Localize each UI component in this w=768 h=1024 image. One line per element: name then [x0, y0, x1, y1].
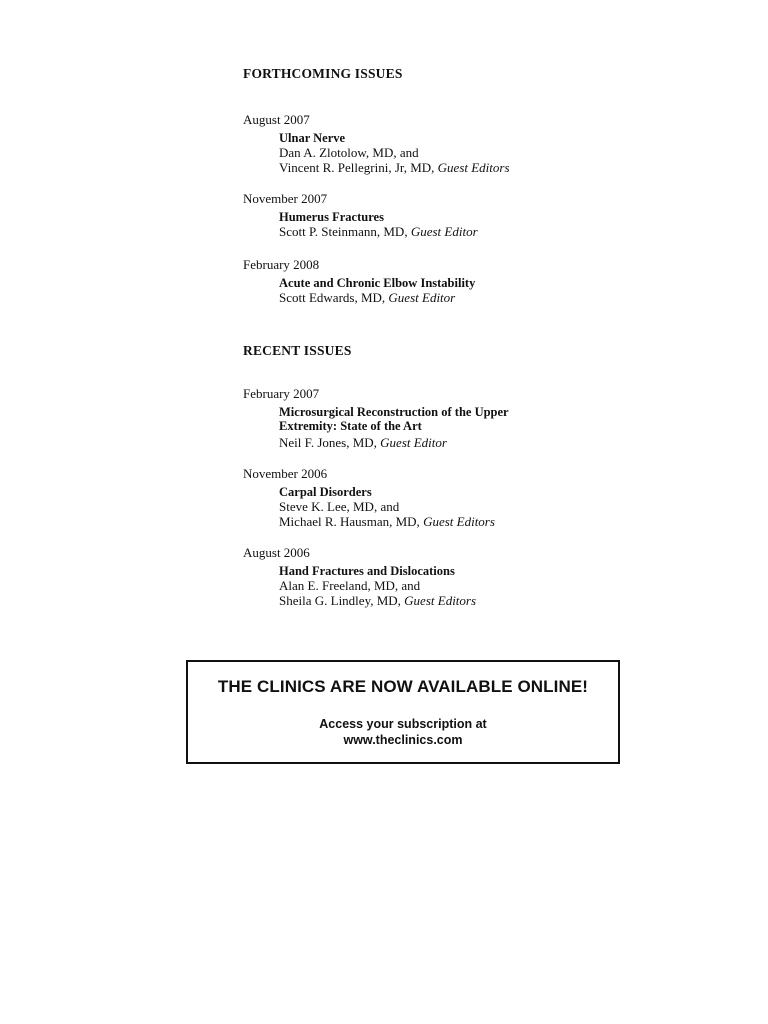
recent-issues-heading: RECENT ISSUES [243, 343, 352, 358]
editor-role: Guest Editors [404, 593, 477, 608]
issue-title: Ulnar Nerve [279, 131, 346, 145]
editor-line [279, 593, 663, 608]
issue-details [279, 485, 663, 529]
issue-details [279, 564, 663, 608]
editor-line [279, 160, 663, 175]
issue-date: August 2007 [243, 112, 310, 127]
subscription-notice [188, 716, 618, 748]
forthcoming-issue [243, 191, 663, 239]
editor-line [279, 145, 663, 160]
issue-date: November 2006 [243, 466, 328, 481]
editor-name: Neil F. Jones, MD, [279, 435, 381, 450]
recent-issue [243, 466, 663, 529]
forthcoming-issues-heading: FORTHCOMING ISSUES [243, 66, 403, 81]
editor-name: Steve K. Lee, MD, and [279, 499, 400, 514]
editor-line [279, 514, 663, 529]
recent-issue [243, 545, 663, 608]
issue-title: Acute and Chronic Elbow Instability [279, 276, 476, 290]
editor-role: Guest Editor [410, 224, 478, 239]
editor-line [279, 224, 663, 239]
editor-role: Guest Editors [423, 514, 495, 529]
issue-date: February 2007 [243, 386, 320, 401]
issue-details [279, 210, 663, 239]
issue-date: February 2008 [243, 257, 320, 272]
editor-line [279, 290, 663, 305]
issue-title: Humerus Fractures [279, 210, 384, 224]
editor-line [279, 578, 663, 593]
issue-title-continued: Extremity: State of the Art [279, 419, 422, 433]
editor-name: Michael R. Hausman, MD, [279, 514, 424, 529]
issue-details [279, 131, 663, 175]
forthcoming-issue [243, 257, 663, 305]
online-headline: THE CLINICS ARE NOW AVAILABLE ONLINE! [217, 677, 589, 696]
issue-details [279, 405, 663, 450]
subscription-url: www.theclinics.com [343, 733, 463, 747]
forthcoming-issue [243, 112, 663, 175]
editor-name: Vincent R. Pellegrini, Jr, MD, [279, 160, 438, 175]
online-availability-box [186, 660, 620, 764]
issue-title: Hand Fractures and Dislocations [279, 564, 455, 578]
editor-line [279, 499, 663, 514]
recent-issue [243, 386, 663, 450]
issue-date: November 2007 [243, 191, 328, 206]
editor-line [279, 435, 663, 450]
editor-name: Sheila G. Lindley, MD, [279, 593, 405, 608]
editor-role: Guest Editor [388, 290, 456, 305]
editor-role: Guest Editor [380, 435, 447, 450]
issue-title: Microsurgical Reconstruction of the Upper [279, 405, 509, 419]
issue-title: Carpal Disorders [279, 485, 372, 499]
editor-name: Alan E. Freeland, MD, and [279, 578, 421, 593]
subscription-line: Access your subscription at [319, 717, 487, 731]
issue-details [279, 276, 663, 305]
issue-date: August 2006 [243, 545, 310, 560]
editor-name: Scott Edwards, MD, [279, 290, 389, 305]
editor-name: Scott P. Steinmann, MD, [279, 224, 411, 239]
editor-name: Dan A. Zlotolow, MD, and [279, 145, 419, 160]
editor-role: Guest Editors [437, 160, 510, 175]
